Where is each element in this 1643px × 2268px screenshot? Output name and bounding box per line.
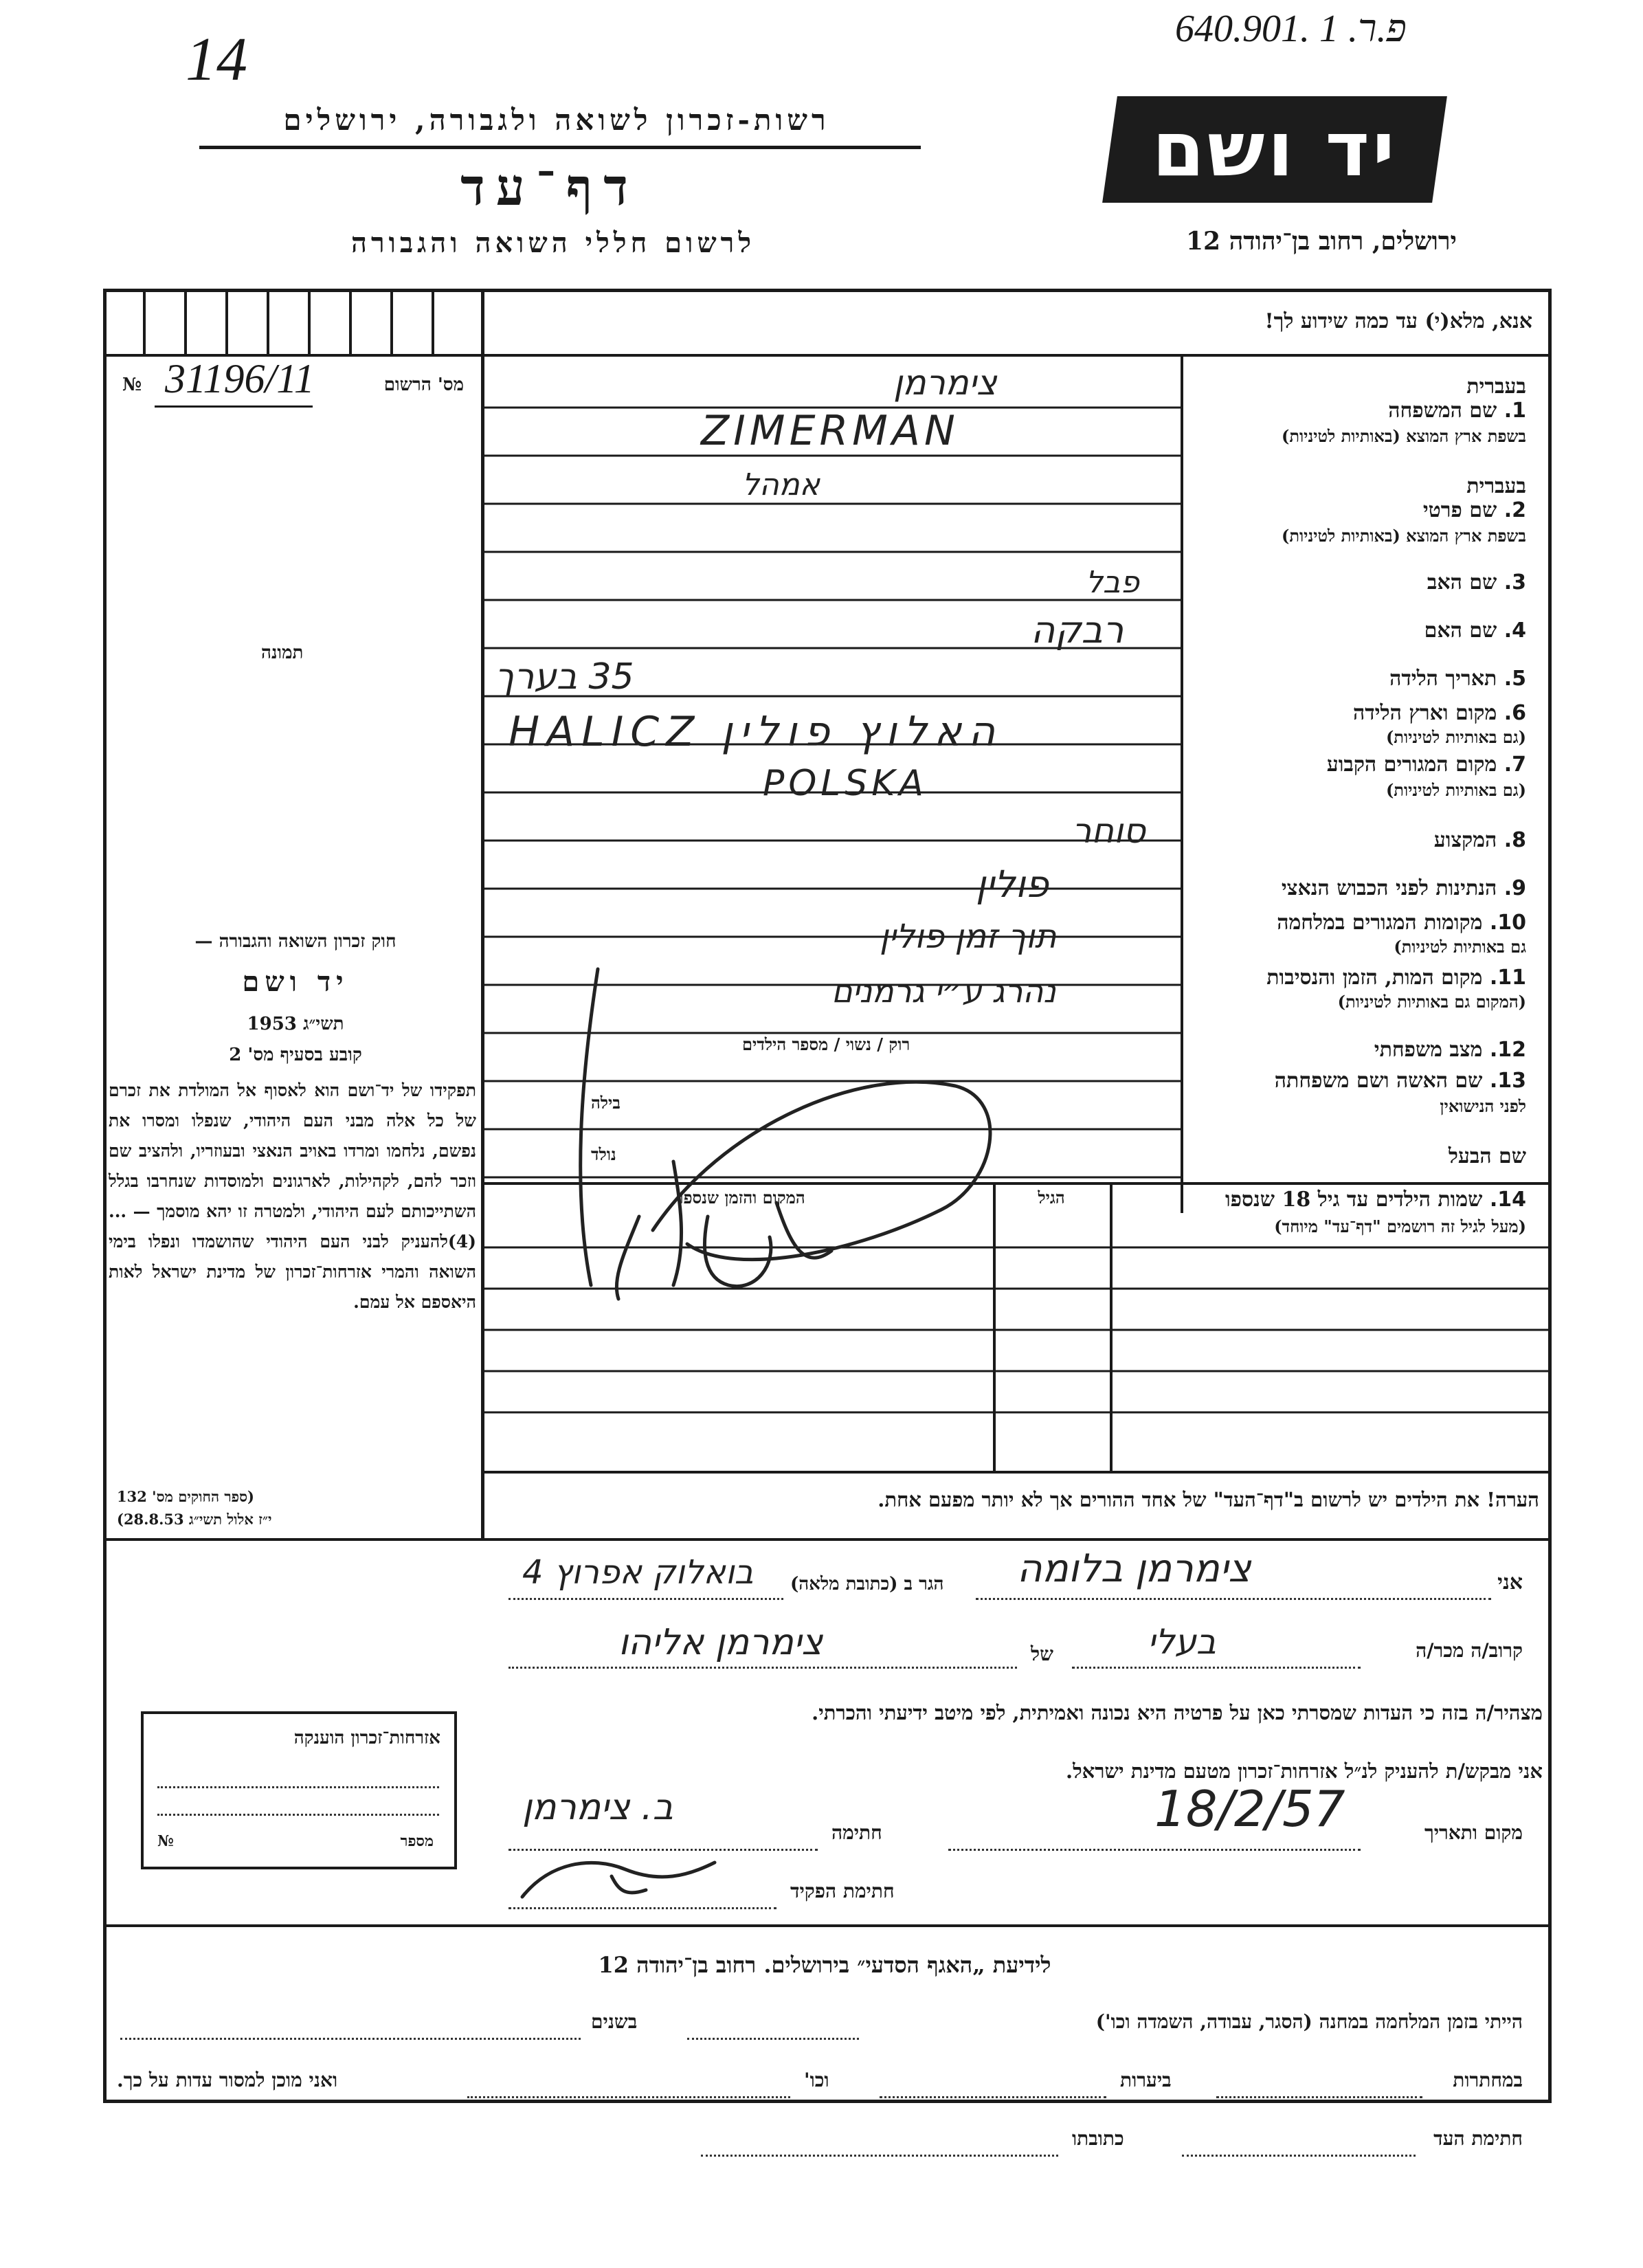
citizenship-line-1 bbox=[157, 1786, 439, 1788]
of-value: צימרמן אליהו bbox=[618, 1622, 823, 1663]
declarant-address-line bbox=[508, 1598, 783, 1600]
registration-underline bbox=[155, 405, 313, 408]
field-2-sub: בשפת ארץ המוצא (באותיות לטיניות) bbox=[1282, 526, 1526, 546]
forest-line bbox=[880, 2096, 1106, 2098]
citizenship-title: אזרחות־זכרון הוענקה bbox=[293, 1728, 440, 1748]
birth-date: 35 בערך bbox=[495, 656, 634, 698]
wife-birthplace-label: בילה bbox=[591, 1093, 621, 1113]
field-7-text: מקום המגורים הקבוע bbox=[1326, 753, 1497, 777]
law-box-section: קובע בסעיף מס' 2 bbox=[229, 1045, 362, 1065]
citizenship-box bbox=[141, 1711, 457, 1869]
field-10-sub: גם באותיות לטיניות) bbox=[1394, 937, 1526, 957]
field-13-label bbox=[1275, 1069, 1526, 1093]
field-5-text: תאריך הלידה bbox=[1389, 667, 1497, 691]
field-6-no: 6. bbox=[1504, 701, 1526, 725]
field-10-no: 10. bbox=[1489, 911, 1526, 935]
yad-vashem-logo bbox=[1102, 96, 1447, 203]
place-of-death: נהרג ע״י גרמנים bbox=[831, 972, 1056, 1010]
registration-row bbox=[110, 356, 478, 423]
of-label: של bbox=[1031, 1643, 1053, 1665]
law-box-ref-2: י״ז אלול תשי״ג 28.8.53) bbox=[117, 1511, 272, 1528]
address-line: ירושלים, רחוב בן־יהודה 12 bbox=[1185, 227, 1457, 256]
field-2-label bbox=[1423, 498, 1526, 522]
citizenship-number-label: מספר bbox=[400, 1832, 434, 1850]
field-5-no: 5. bbox=[1504, 667, 1526, 691]
declarant-address: בואלוק אפרוץ 4 bbox=[522, 1553, 754, 1592]
field-8-label bbox=[1434, 828, 1526, 852]
witness-signature-label: חתימת העד bbox=[1433, 2127, 1523, 2150]
reg-tick-marks bbox=[103, 289, 484, 354]
form-title: דף־עד bbox=[460, 158, 639, 217]
registration-label: מס' הרשום bbox=[383, 375, 464, 395]
surname-latin: ZIMERMAN bbox=[701, 407, 959, 455]
request-text: אני מבקש/ת להעניק לנ״ל אזרחות־זכרון מטעם מדינת ישראל. bbox=[1066, 1759, 1543, 1783]
archive-reference: פ.ר. 1 .640.901 bbox=[1175, 8, 1407, 50]
law-box-body: תפקידו של יד־ושם הוא לאסוף אל המולדת את זכרם של כל אלה מבני העם היהודי, שנפלו ומסרו את נפשם, נלחמו ומרדו באויב הנאצי ובעוזריו, ולהציב שם וזכר להם, לקהילות, לארגונים ולמוסדות שנחרבו בגלל השתייכותם לעם היהודי, ולמטרה זו יהא מוסמך — ...(4)להעניק לבני העם היהודי שהושמדו ונפלו בימי השואה והמרי אזרחות־זכרון של מדינת ישראל לאות היאספם אל עמם. bbox=[109, 1080, 476, 1312]
intro-line: אנא, מלא(י) עד כמה שידוע לך! bbox=[1264, 309, 1532, 333]
camp-suffix: בשנים bbox=[591, 2010, 638, 2033]
field-1-no: 1. bbox=[1504, 399, 1526, 423]
logo-text: יד ושם bbox=[1152, 105, 1398, 193]
address-label: כתובתו bbox=[1072, 2127, 1124, 2150]
partisan-label: במחתרות bbox=[1453, 2069, 1523, 2091]
field-11-text: מקום המות, הזמן והנסיבות bbox=[1266, 966, 1483, 990]
note-top-divider bbox=[481, 1471, 1552, 1474]
field-2-lang-label: בעברית bbox=[1466, 474, 1526, 498]
children-place-header: המקום והזמן שנספו bbox=[679, 1188, 805, 1208]
field-13-sub: לפני הנישואין bbox=[1440, 1096, 1526, 1116]
field-13-text: שם האשה ושם משפחתה bbox=[1274, 1069, 1483, 1093]
profession: סוחר bbox=[1072, 811, 1145, 851]
footer-divider bbox=[103, 1924, 1552, 1927]
law-box-title: חוק זכרון השואה והגבורה — bbox=[194, 931, 396, 952]
field-1-label bbox=[1388, 399, 1526, 423]
field-3-label bbox=[1427, 570, 1526, 594]
nationality: פולין bbox=[976, 863, 1049, 906]
field-1-text: שם המשפחה bbox=[1388, 399, 1497, 423]
date-value: 18/2/57 bbox=[1154, 1780, 1345, 1838]
children-age-header: הגיל bbox=[1038, 1188, 1065, 1208]
relation-line bbox=[1072, 1667, 1361, 1669]
husband-label: שם הבעל bbox=[1448, 1144, 1526, 1168]
partisan-line bbox=[1216, 2096, 1422, 2098]
page-number: 14 bbox=[186, 25, 247, 93]
ready-label: ואני מוכן למסור עדות על כך. bbox=[117, 2069, 338, 2091]
etc-line bbox=[467, 2096, 790, 2098]
declarant-resides-label: הגר ב (כתובת מלאה) bbox=[790, 1574, 944, 1594]
etc-label: וכו' bbox=[804, 2069, 829, 2091]
relation-label: קרוב/ה מכר/ה bbox=[1416, 1639, 1523, 1662]
field-7-sub: (גם באותיות לטיניות) bbox=[1385, 780, 1526, 800]
children-no: 14. bbox=[1489, 1188, 1526, 1212]
address-line-footer bbox=[701, 2155, 1058, 2157]
official-signature-mark bbox=[508, 1849, 756, 1911]
husband-birthplace-label: נולד bbox=[591, 1144, 616, 1164]
declarant-i-label: אני bbox=[1497, 1570, 1523, 1594]
witness-signature-line bbox=[1182, 2155, 1416, 2157]
declaration-text: מצהיר/ה בזה כי העדות שמסרתי כאן על פרטיה היא נכונה ואמיתית, לפי מיטב ידיעתי והכרתי. bbox=[812, 1701, 1543, 1724]
forest-label: ביערות bbox=[1120, 2069, 1172, 2091]
field-9-text: הנתינות לפני הכבוש הנאצי bbox=[1281, 876, 1497, 900]
children-label bbox=[1225, 1188, 1526, 1212]
field-9-label bbox=[1282, 876, 1526, 900]
wartime-residence: תוך זמן פולין bbox=[880, 918, 1057, 956]
camp-line bbox=[687, 2038, 859, 2040]
field-2-text: שם פרטי bbox=[1422, 498, 1497, 522]
declarant-name: צימרמן בלומה bbox=[1017, 1546, 1251, 1591]
field-10-label bbox=[1277, 911, 1526, 935]
field-6-sub: (גם באותיות לטיניות) bbox=[1385, 727, 1526, 747]
field-13-no: 13. bbox=[1489, 1069, 1526, 1093]
declarant-name-line bbox=[976, 1598, 1491, 1600]
field-10-text: מקומות המגורים במלחמה bbox=[1277, 911, 1483, 935]
photo-label: תמונה bbox=[261, 643, 304, 663]
field-1-sub: בשפת ארץ המוצא (באותיות לטיניות) bbox=[1282, 426, 1526, 446]
father-name: פבל bbox=[1086, 565, 1139, 600]
field-6-label bbox=[1353, 701, 1526, 725]
children-sub: (מעל לגיל זה רושמים "דף־עד" מיוחד) bbox=[1274, 1216, 1526, 1236]
camp-label: הייתי בזמן המלחמה במחנה (הסגר, עבודה, השמדה וכו') bbox=[1095, 2010, 1523, 2033]
note-text: הערה! את הילדים יש לרשום ב"דף־העד" של אחד ההורים אך לא יותר מפעם אחת. bbox=[878, 1488, 1539, 1511]
field-12-label bbox=[1374, 1038, 1526, 1062]
relation-value: בעלי bbox=[1148, 1622, 1216, 1662]
field-11-no: 11. bbox=[1489, 966, 1526, 990]
field-5-label bbox=[1389, 667, 1526, 691]
first-name-hebrew: אמהל bbox=[742, 467, 820, 502]
registration-no-prefix: № bbox=[122, 375, 142, 395]
field-4-no: 4. bbox=[1504, 619, 1526, 643]
birthplace: HALICZ האלוץ פולין bbox=[508, 708, 1003, 756]
field-12-text: מצב משפחתי bbox=[1374, 1038, 1483, 1062]
field-4-label bbox=[1424, 619, 1526, 643]
field-3-text: שם האב bbox=[1427, 570, 1497, 594]
note-bottom-divider bbox=[103, 1538, 1552, 1541]
signature-label: חתימה bbox=[831, 1821, 882, 1844]
field-12-no: 12. bbox=[1489, 1038, 1526, 1062]
footer-title: לידיעת „האגף הסדעי״ בירושלים. רחוב בן־יהודה 12 bbox=[598, 1952, 1051, 1978]
marital-options: רוק / נשוי / מספר הילדים bbox=[742, 1034, 910, 1054]
citizenship-line-2 bbox=[157, 1814, 439, 1816]
field-1-lang-label: בעברית bbox=[1466, 375, 1526, 399]
field-2-no: 2. bbox=[1504, 498, 1526, 522]
field-4-text: שם האם bbox=[1424, 619, 1497, 643]
official-signature-label: חתימת הפקיד bbox=[790, 1880, 895, 1902]
signature-value: ב. צימרמן bbox=[522, 1787, 673, 1828]
residence: POLSKA bbox=[763, 763, 928, 804]
field-7-label bbox=[1327, 753, 1526, 777]
field-7-no: 7. bbox=[1504, 753, 1526, 777]
field-11-label bbox=[1266, 966, 1526, 990]
authority-underline bbox=[199, 146, 921, 149]
field-6-text: מקום וארץ הלידה bbox=[1352, 701, 1497, 725]
children-text: שמות הילדים עד גיל 18 שנספו bbox=[1225, 1188, 1483, 1212]
mother-name: רבקה bbox=[1031, 608, 1124, 652]
place-date-line bbox=[948, 1849, 1361, 1851]
years-line bbox=[120, 2038, 581, 2040]
citizenship-no-prefix: № bbox=[157, 1832, 174, 1850]
place-date-label: מקום ותאריך bbox=[1424, 1821, 1523, 1844]
field-8-text: המקצוע bbox=[1433, 828, 1497, 852]
of-line bbox=[508, 1667, 1017, 1669]
field-9-no: 9. bbox=[1504, 876, 1526, 900]
surname-hebrew: צימרמן bbox=[893, 363, 997, 403]
field-11-sub: (המקום גם באותיות לטיניות) bbox=[1337, 992, 1526, 1012]
law-box-ref-1: (ספר החוקים מס' 132 bbox=[117, 1488, 254, 1505]
registration-number: 31196/11 bbox=[165, 356, 315, 401]
field-3-no: 3. bbox=[1504, 570, 1526, 594]
law-box-name: יד ושם bbox=[242, 966, 349, 998]
form-subtitle: לרשום חללי השואה והגבורה bbox=[350, 227, 756, 259]
left-column-divider-lower bbox=[481, 1436, 484, 1539]
law-box-year: תשי״ג 1953 bbox=[247, 1014, 344, 1034]
field-8-no: 8. bbox=[1504, 828, 1526, 852]
handwritten-scribble bbox=[570, 955, 1051, 1313]
authority-name: רשות-זכרון לשואה ולגבורה, ירושלים bbox=[283, 103, 830, 137]
